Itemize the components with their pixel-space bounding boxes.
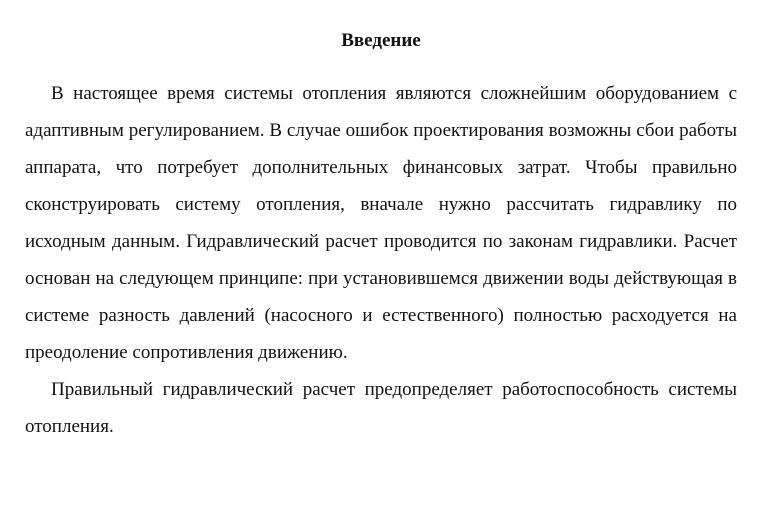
paragraph-conclusion: Правильный гидравлический расчет предопределяет работоспособность системы отопления. (25, 379, 737, 437)
paragraph-intro: В настоящее время системы отопления являются сложнейшим оборудованием с адаптивным регулированием. В случае ошибок проектирования возможны сбои работы аппарата, что потребует дополнительных финансовых затрат. Чтобы правильно сконструировать систему отопления, вначале нужно рассчитать гидравлику по исходным данным. Гидравлический расчет проводится по законам гидравлики. Расчет основан на следующем принципе: при установившемся движении воды действующая в системе разность давлений (насосного и естественного) полностью расходуется на преодоление сопротивления движению. (25, 83, 737, 363)
section-title: Введение (341, 30, 421, 51)
